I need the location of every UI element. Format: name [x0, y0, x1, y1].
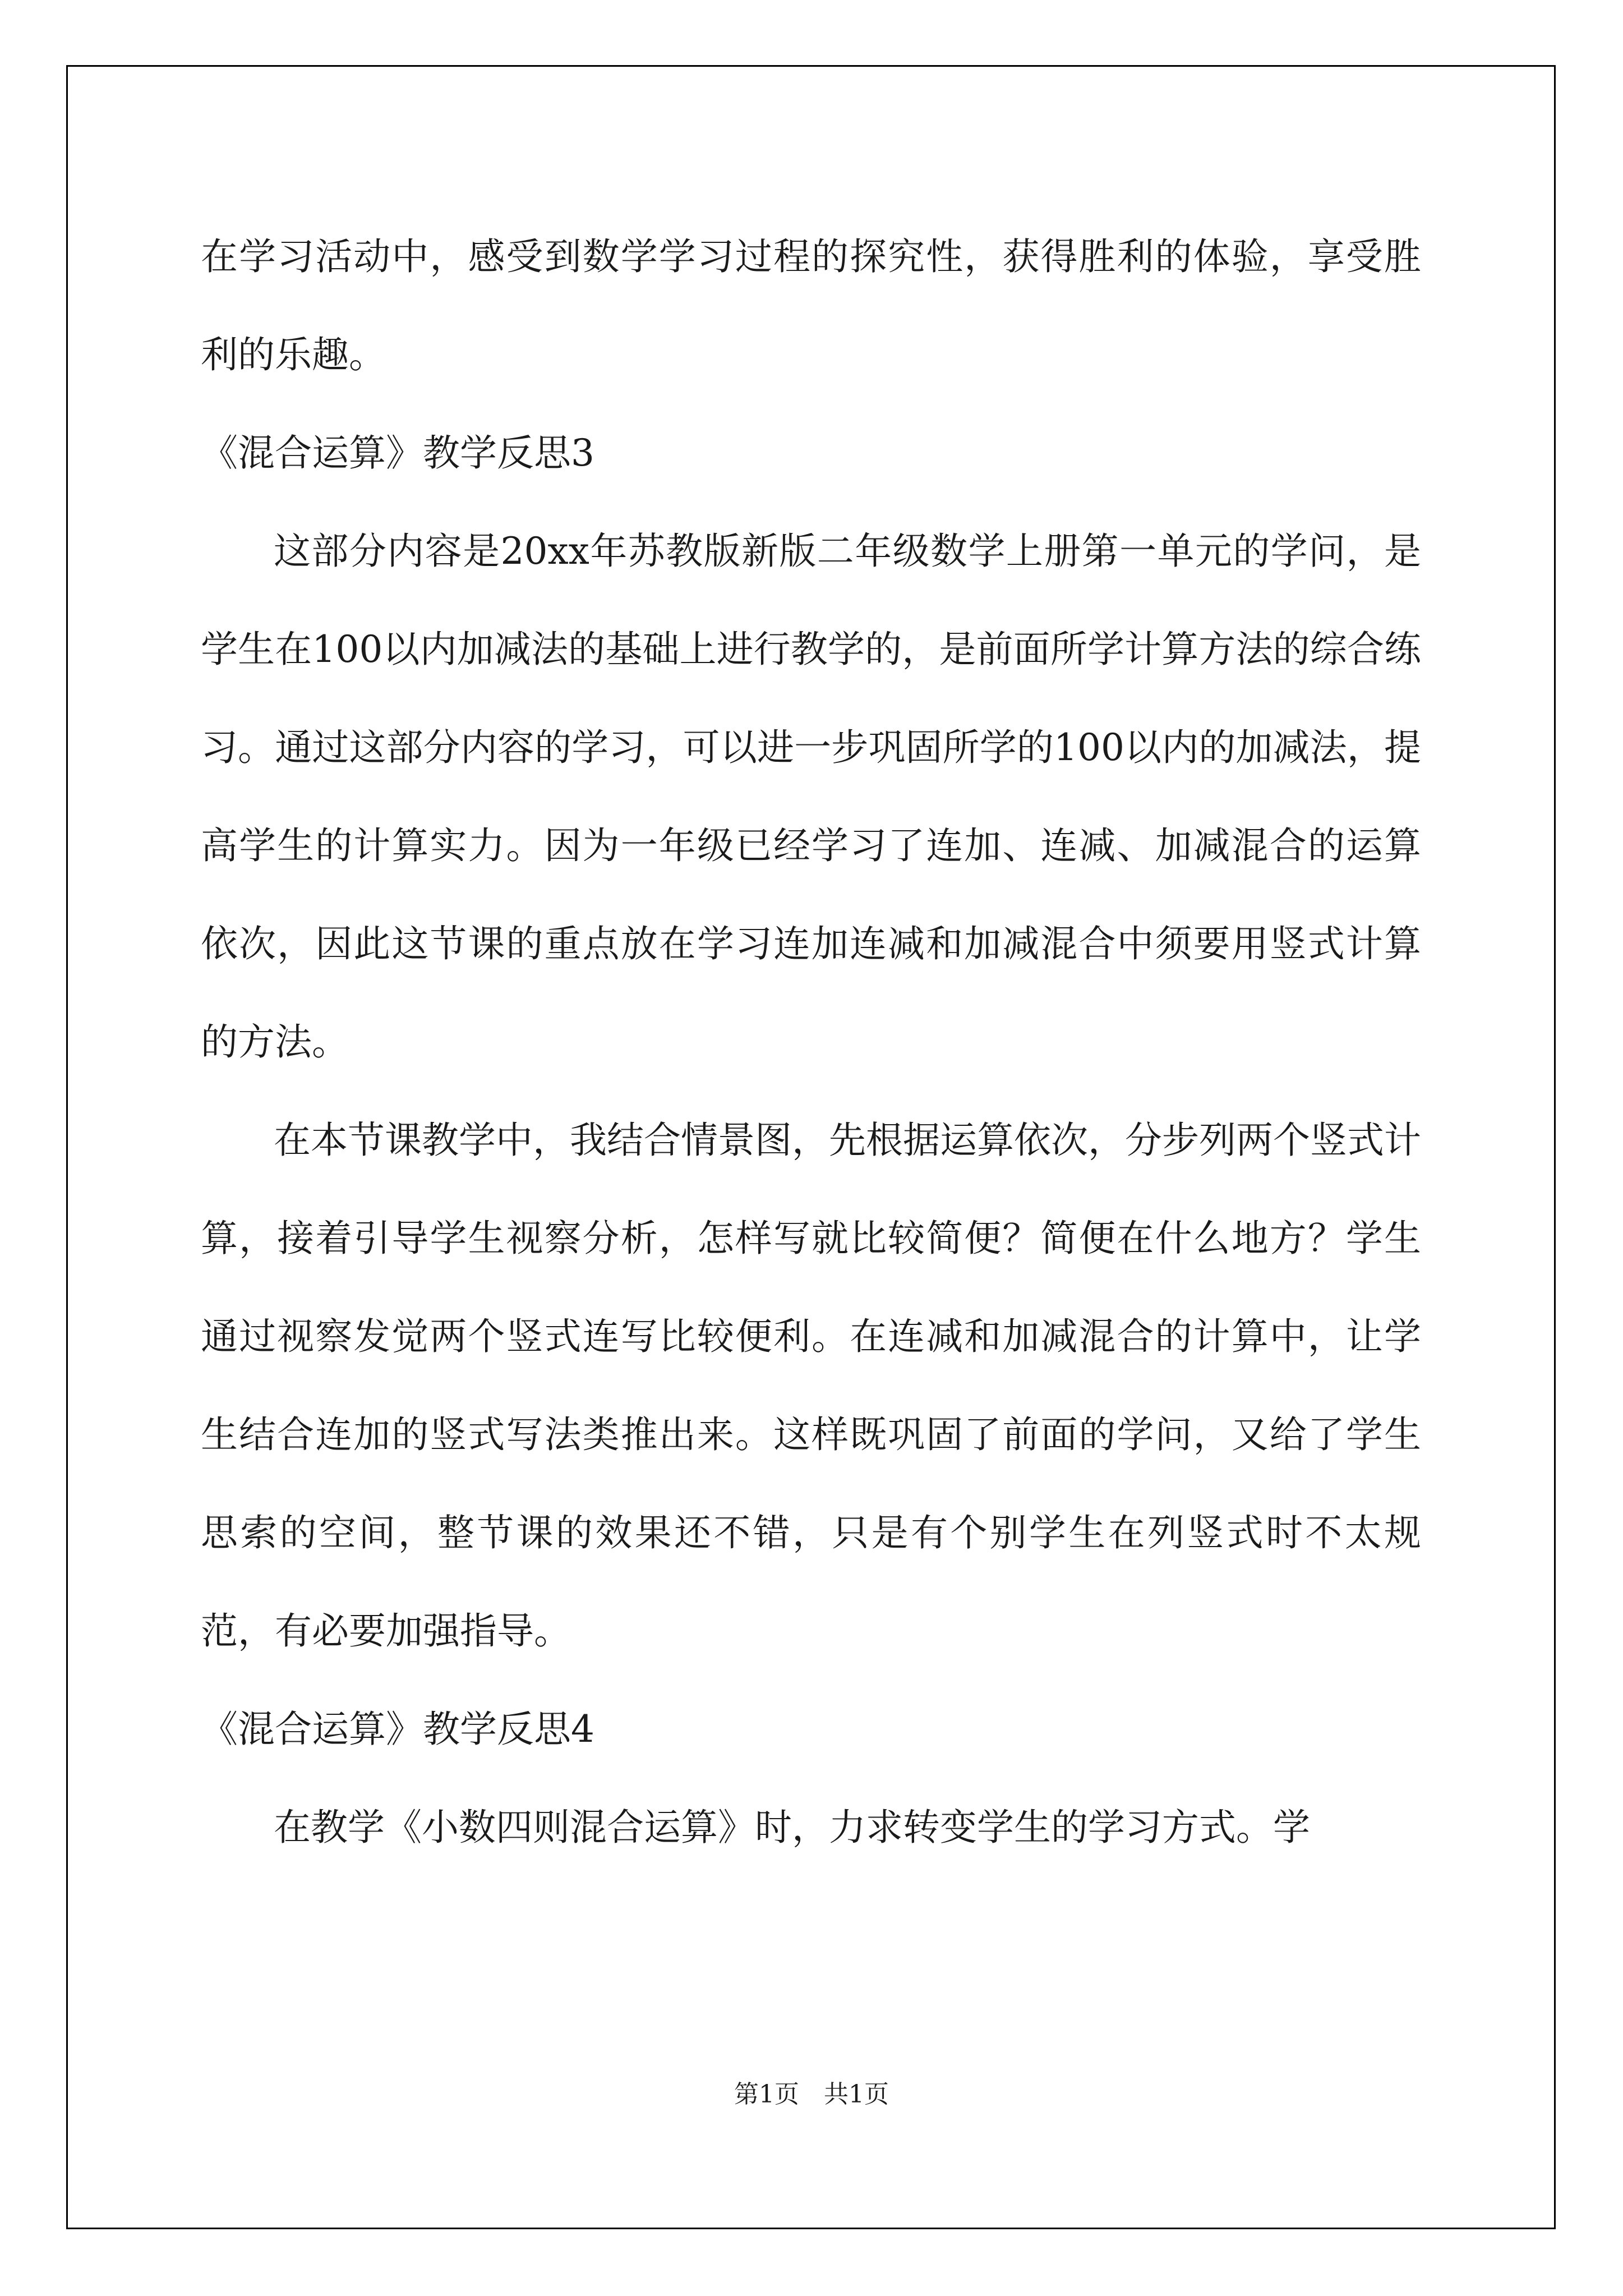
paragraph: 在教学《小数四则混合运算》时，力求转变学生的学习方式。学 [274, 1806, 1310, 1849]
page-number: 第1页 [734, 2080, 799, 2109]
page-total: 共1页 [824, 2080, 889, 2109]
paragraph: 这部分内容是20xx年苏教版新版二年级数学上册第一单元的学问，是学生在100以内加减法的基础上进行教学的，是前面所学计算方法的综合练习。通过这部分内容的学习，可以进一步巩固所学的100以内的加减法，提高学生的计算实力。因为一年级已经学习了连加、连减、加减混合的运算依次，因此这节课的重点放在学习连加连减和加减混合中须要用竖式计算的方法。 [201, 530, 1421, 1064]
paragraph: 在本节课教学中，我结合情景图，先根据运算依次，分步列两个竖式计算，接着引导学生视察分析，怎样写就比较简便？简便在什么地方？学生通过视察发觉两个竖式连写比较便利。在连减和加减混合的计算中，让学生结合连加的竖式写法类推出来。这样既巩固了前面的学问，又给了学生思索的空间，整节课的效果还不错，只是有个别学生在列竖式时不太规范，有必要加强指导。 [201, 1119, 1421, 1653]
page-footer [0, 2078, 1623, 2111]
section-heading: 《混合运算》教学反思4 [201, 1708, 594, 1751]
document-body [201, 208, 1421, 1876]
section-heading: 《混合运算》教学反思3 [201, 431, 594, 475]
paragraph-continued: 在学习活动中，感受到数学学习过程的探究性，获得胜利的体验，享受胜利的乐趣。 [201, 235, 1421, 376]
